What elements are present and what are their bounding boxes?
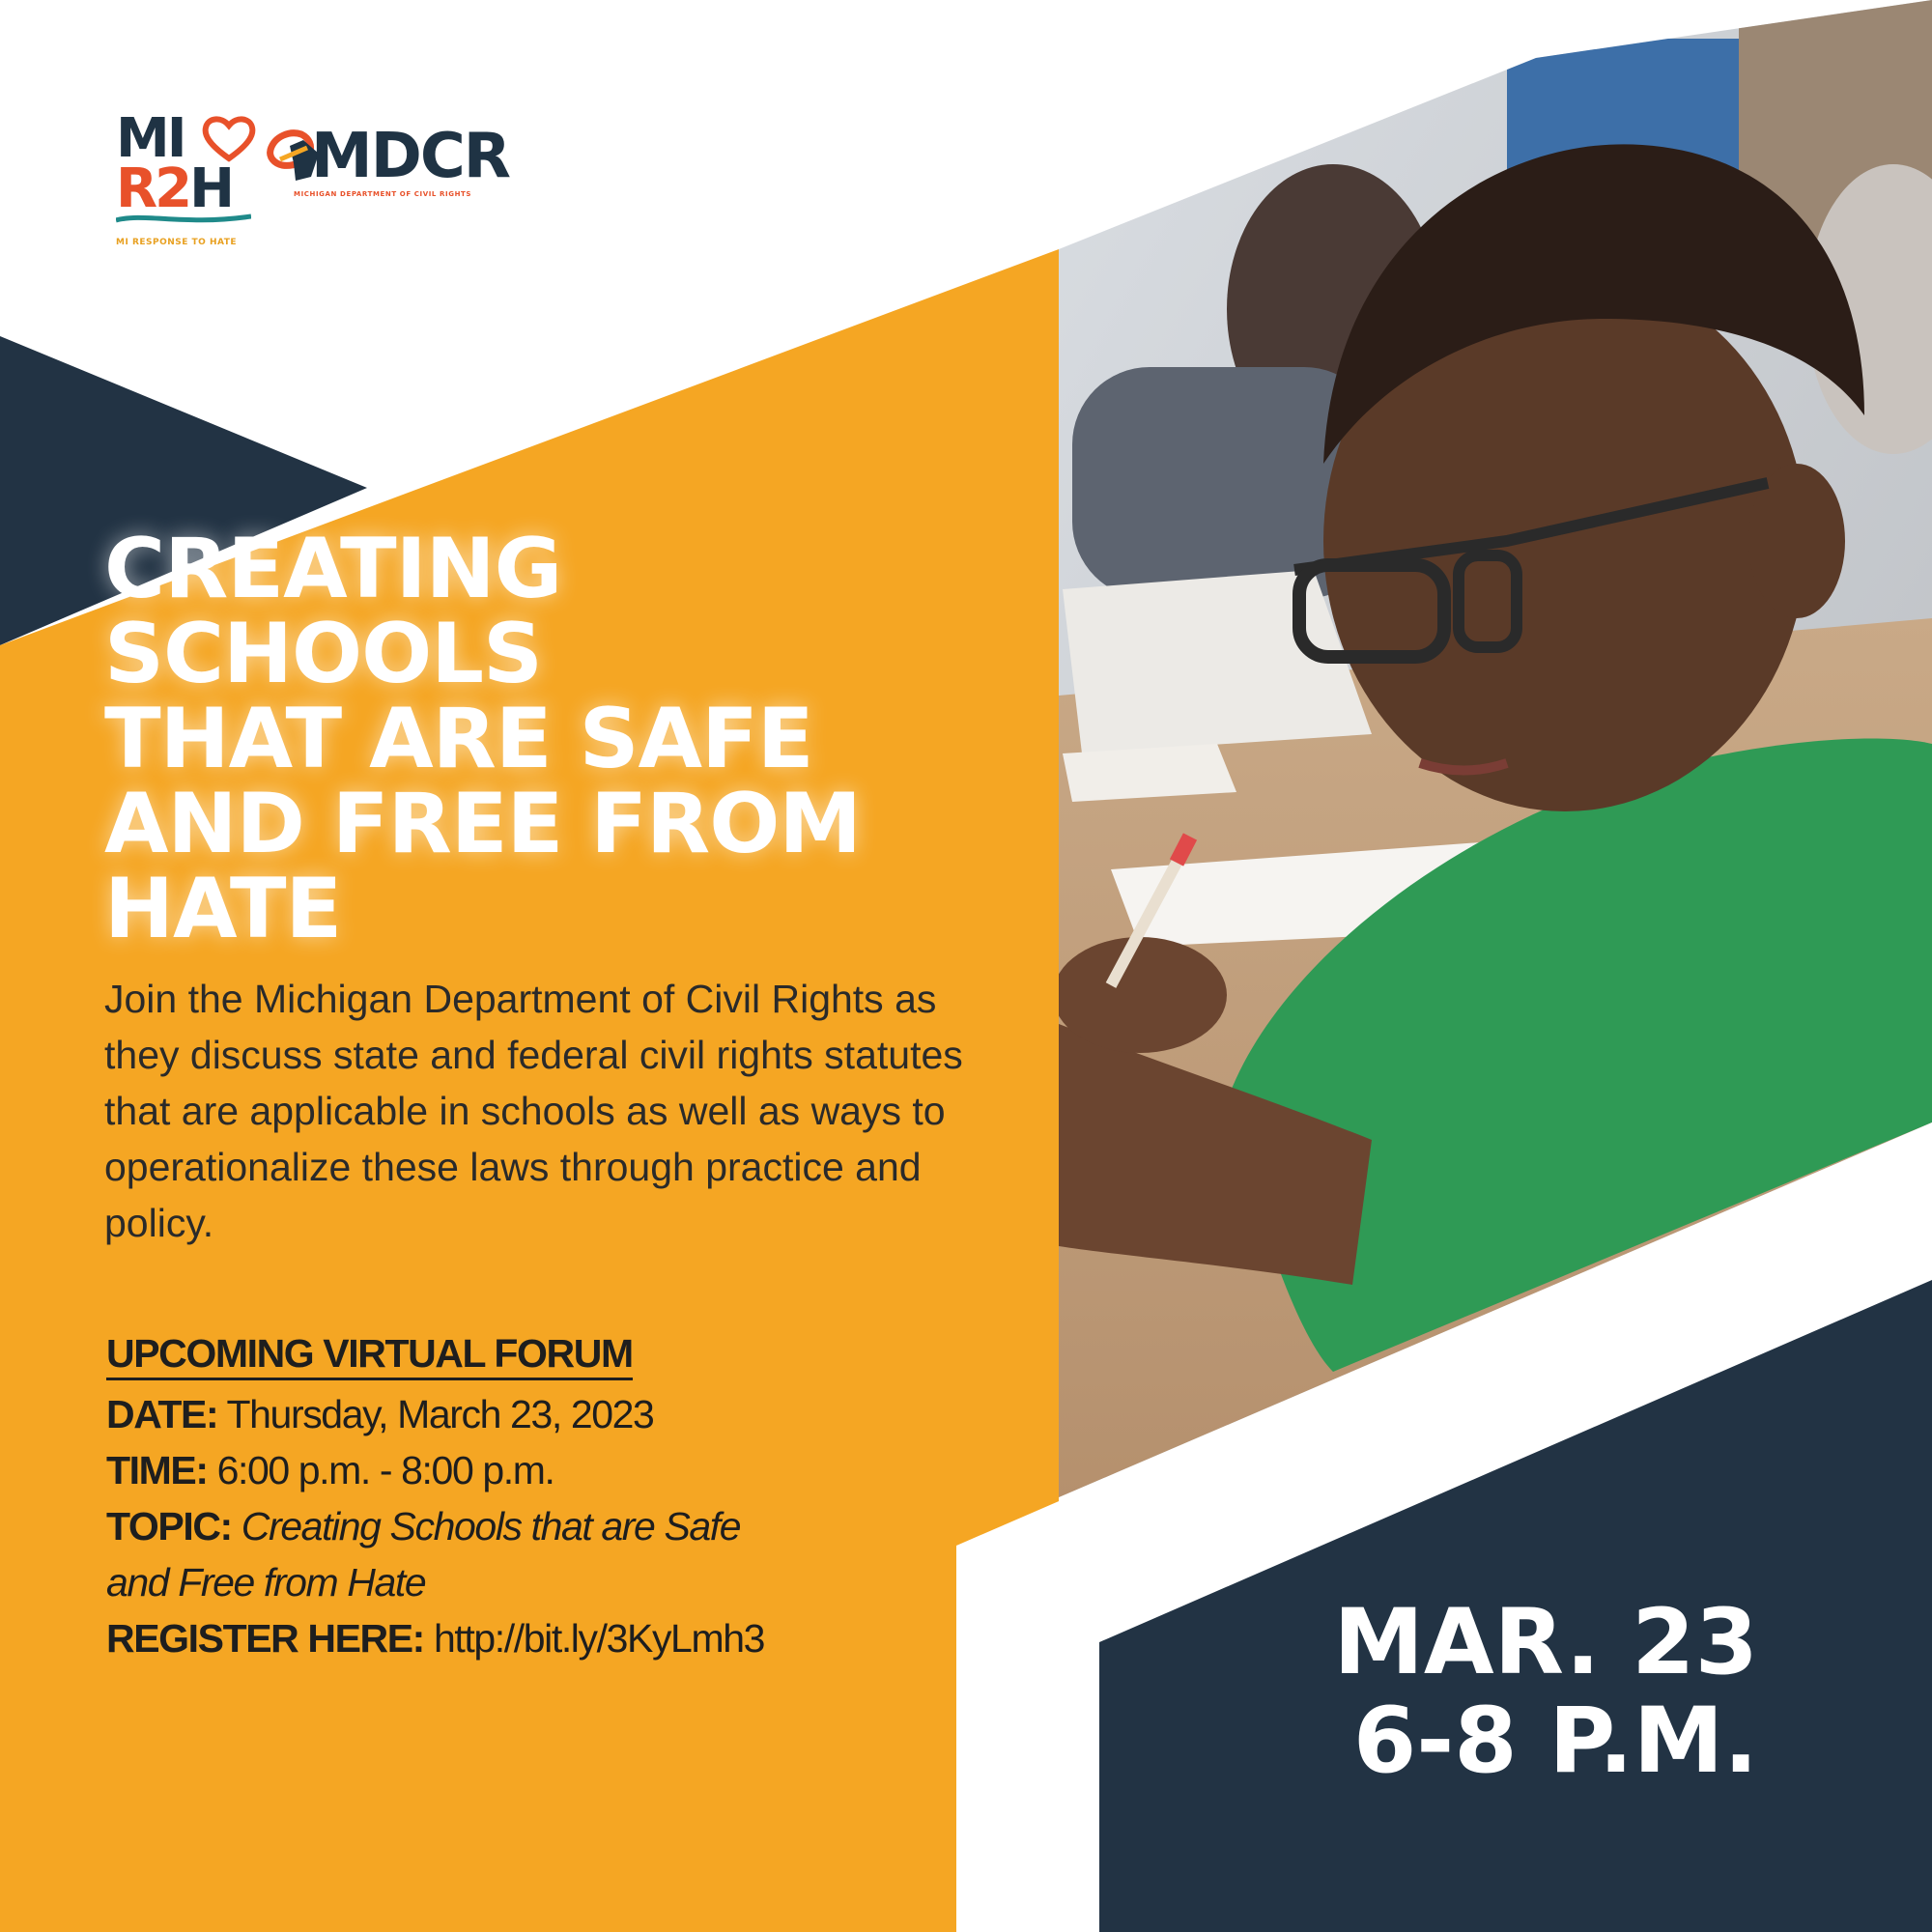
logo-caption: MI RESPONSE TO HATE xyxy=(116,238,238,247)
register-row xyxy=(106,1610,956,1666)
logo-r2-text: R2 xyxy=(116,157,190,220)
headline-line: AND FREE FROM xyxy=(104,776,861,872)
date-row xyxy=(106,1386,956,1442)
mi-r2h-logo xyxy=(116,107,261,259)
topic-value: Creating Schools that are Safe xyxy=(241,1504,741,1548)
logo-mi-text: MI xyxy=(116,107,185,170)
headline-line: THAT ARE SAFE xyxy=(104,691,813,787)
logo-h-text: H xyxy=(189,157,232,220)
time-label: TIME: xyxy=(106,1448,208,1492)
topic-value-continued: and Free from Hate xyxy=(106,1560,426,1605)
register-label: REGISTER HERE: xyxy=(106,1616,424,1661)
time-value: 6:00 p.m. - 8:00 p.m. xyxy=(216,1448,554,1492)
topic-label: TOPIC: xyxy=(106,1504,232,1548)
badge-date: MAR. 23 xyxy=(1333,1590,1758,1695)
mdcr-subtitle: MICHIGAN DEPARTMENT OF CIVIL RIGHTS xyxy=(294,190,472,198)
topic-row-continued xyxy=(106,1554,956,1610)
event-details xyxy=(106,1325,956,1666)
date-value: Thursday, March 23, 2023 xyxy=(226,1392,654,1436)
register-link[interactable]: http://bit.ly/3KyLmh3 xyxy=(433,1616,765,1661)
topic-row xyxy=(106,1498,956,1554)
headline-line: SCHOOLS xyxy=(104,606,542,702)
event-description: Join the Michigan Department of Civil Rights as they discuss state and federal civil rights statutes that are applicable in schools as well as ways to operationalize these laws through practice and policy. xyxy=(104,977,963,1245)
headline-line: CREATING xyxy=(104,521,562,617)
headline-line: HATE xyxy=(104,861,342,957)
badge-time: 6-8 P.M. xyxy=(1352,1689,1758,1794)
headline xyxy=(104,521,1012,957)
time-row xyxy=(106,1442,956,1498)
mdcr-wordmark: MDCR xyxy=(311,121,510,192)
mdcr-logo xyxy=(261,121,541,208)
date-label: DATE: xyxy=(106,1392,218,1436)
forum-heading: UPCOMING VIRTUAL FORUM xyxy=(106,1329,633,1380)
heart-icon xyxy=(202,114,256,162)
date-badge xyxy=(1333,1590,1758,1794)
